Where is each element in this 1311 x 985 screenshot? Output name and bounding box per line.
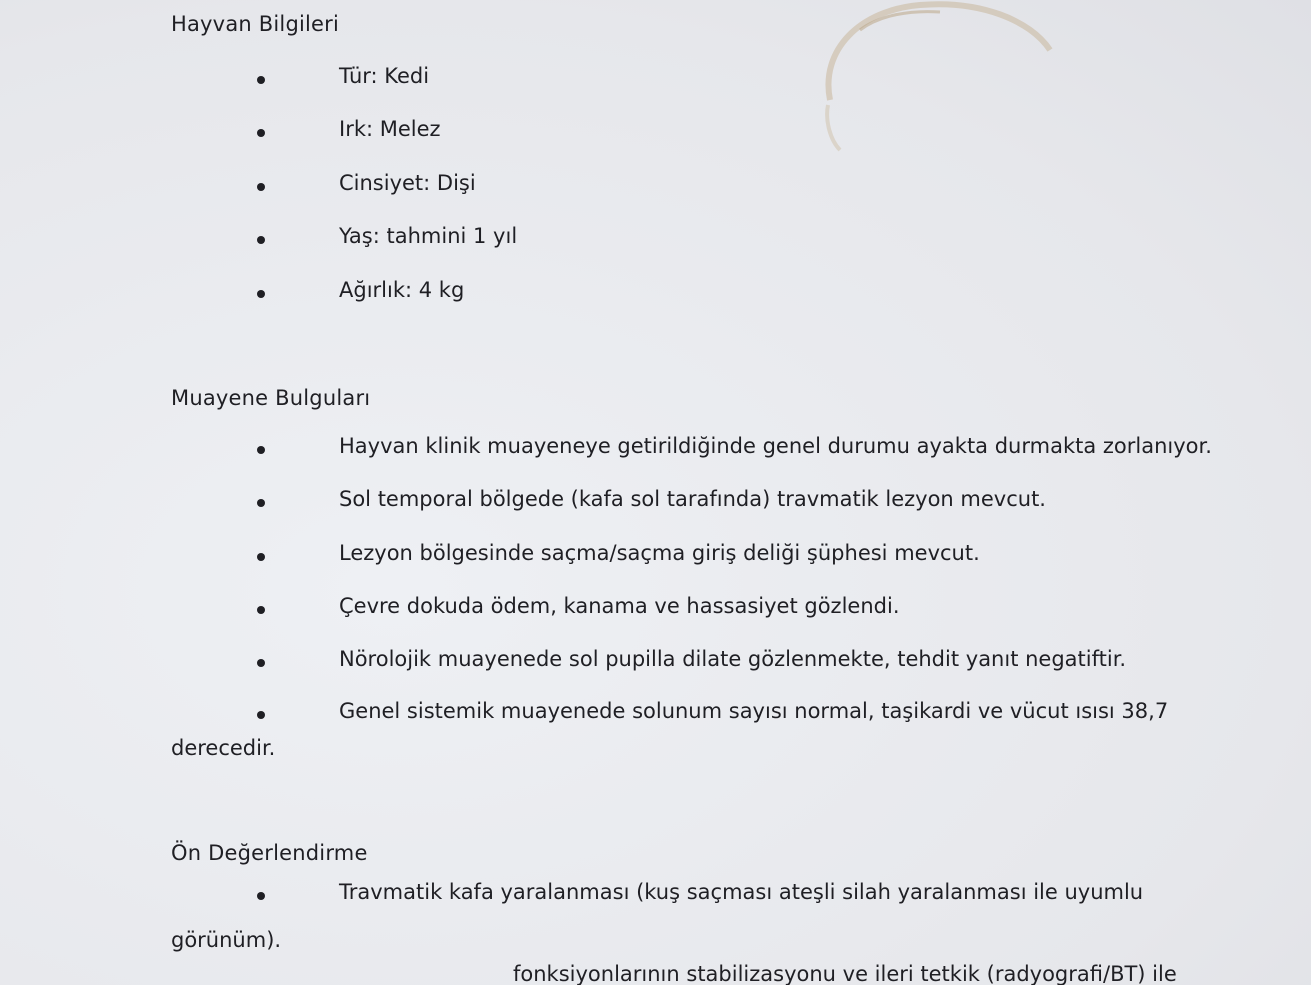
list-item: Travmatik kafa yaralanması (kuş saçması ateşli silah yaralanması ile uyumlu [0, 880, 1311, 910]
section-title-preliminary-assessment: Ön Değerlendirme [171, 841, 368, 865]
bullet-icon [257, 76, 265, 84]
bullet-icon [257, 236, 265, 244]
list-item: Hayvan klinik muayeneye getirildiğinde genel durumu ayakta durmakta zorlanıyor. [0, 434, 1311, 464]
coffee-stain [800, 0, 1070, 190]
bullet-icon [257, 183, 265, 191]
bullet-icon [257, 290, 265, 298]
list-item: Lezyon bölgesinde saçma/saçma giriş deliği şüphesi mevcut. [0, 541, 1311, 571]
list-item: Sol temporal bölgede (kafa sol tarafında) travmatik lezyon mevcut. [0, 487, 1311, 517]
list-item: Genel sistemik muayenede solunum sayısı normal, taşikardi ve vücut ısısı 38,7 [0, 699, 1311, 729]
bullet-icon [257, 129, 265, 137]
bullet-icon [257, 606, 265, 614]
bullet-icon [257, 553, 265, 561]
bullet-icon [257, 711, 265, 719]
bullet-icon [257, 499, 265, 507]
list-item: Ağırlık: 4 kg [0, 278, 1311, 308]
bullet-icon [257, 659, 265, 667]
continuation-text: görünüm). [171, 928, 282, 952]
section-title-animal-info: Hayvan Bilgileri [171, 12, 340, 36]
list-item: Nörolojik muayenede sol pupilla dilate gözlenmekte, tehdit yanıt negatiftir. [0, 647, 1311, 677]
list-item: Tür: Kedi [0, 64, 1311, 94]
list-item: Cinsiyet: Dişi [0, 171, 1311, 201]
bullet-icon [257, 446, 265, 454]
bullet-icon [257, 892, 265, 900]
cut-off-line: fonksiyonlarının stabilizasyonu ve ileri tetkik (radyografi/BT) ile [513, 962, 1177, 985]
section-title-exam-findings: Muayene Bulguları [171, 386, 371, 410]
list-item: Yaş: tahmini 1 yıl [0, 224, 1311, 254]
list-item: Irk: Melez [0, 117, 1311, 147]
continuation-text: derecedir. [171, 736, 276, 760]
list-item: Çevre dokuda ödem, kanama ve hassasiyet gözlendi. [0, 594, 1311, 624]
